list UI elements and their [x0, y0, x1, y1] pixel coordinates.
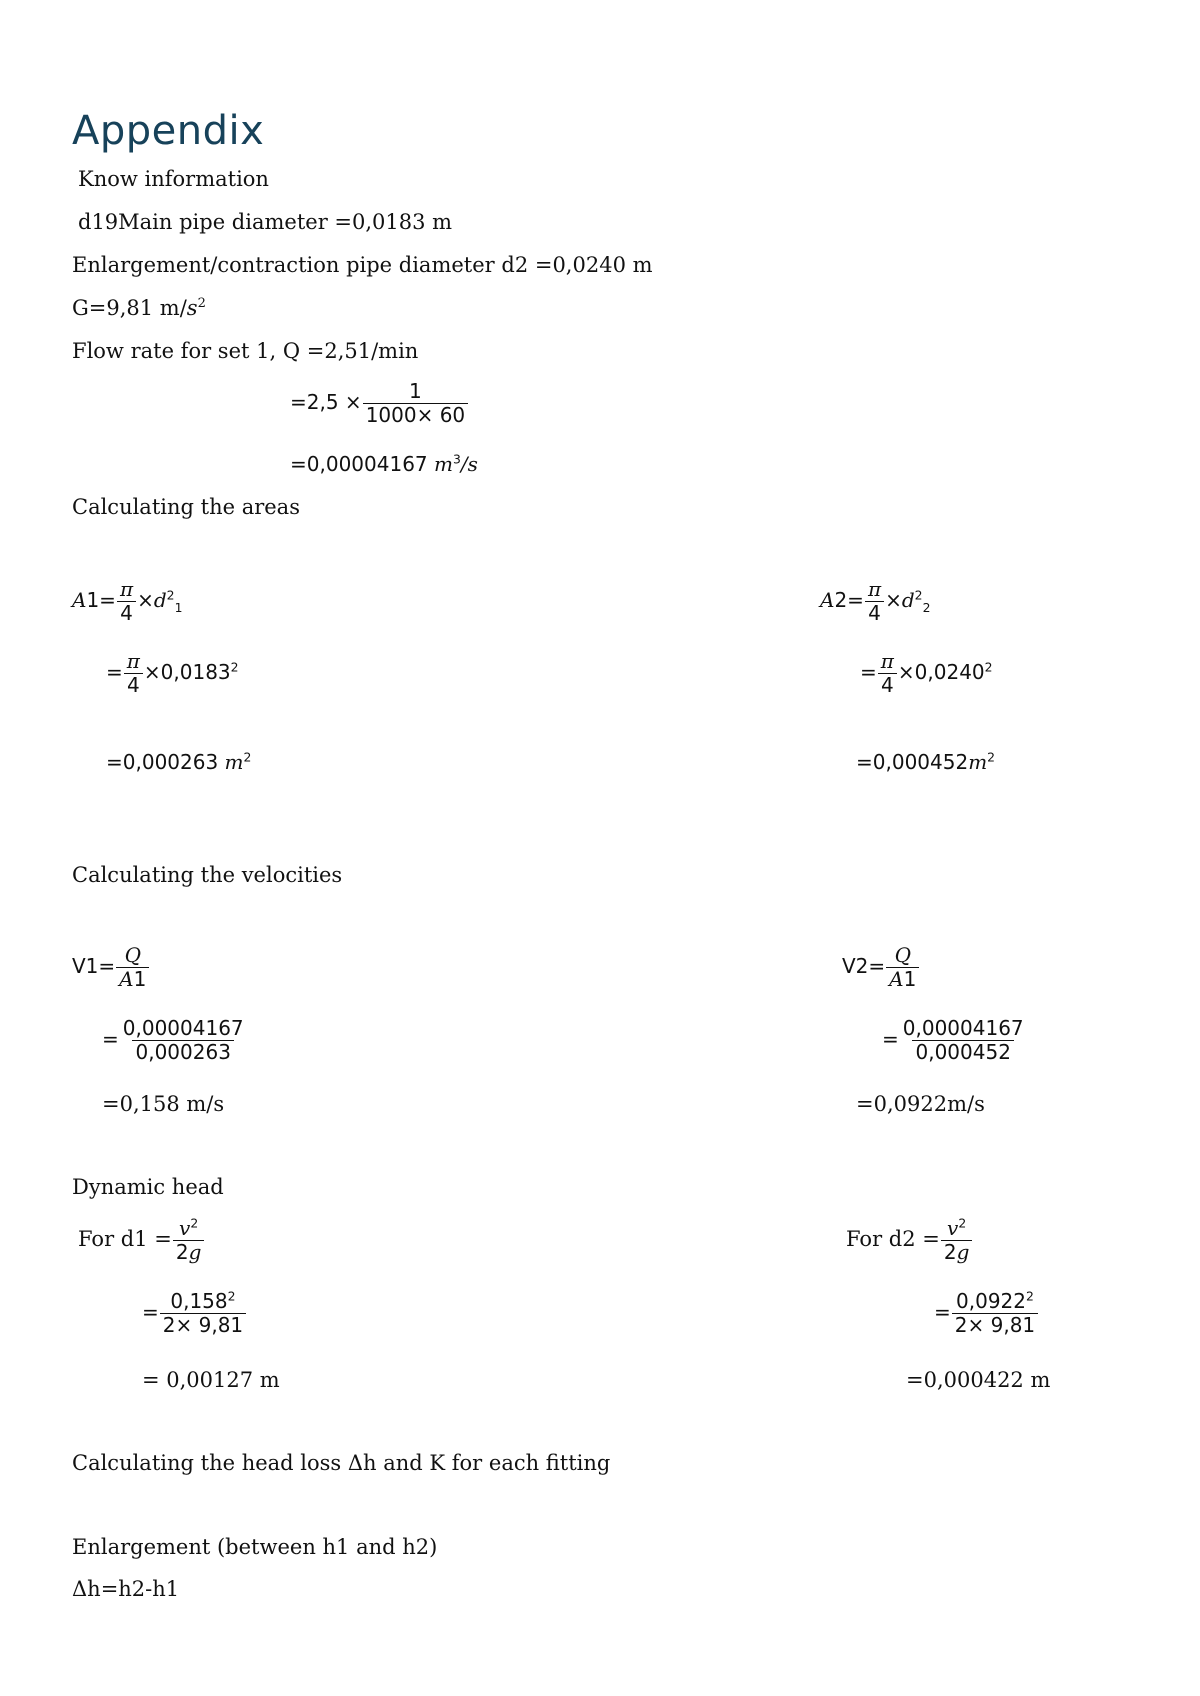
a1-result-exp: 2: [243, 749, 252, 765]
d1-num-exp: 2: [190, 1215, 199, 1231]
flow-rate-line: Flow rate for set 1, Q =2,51/min: [72, 339, 419, 363]
v1-den-idx: 1: [133, 967, 147, 991]
d1-sub-num-exp: 2: [227, 1288, 236, 1304]
v2-lhs: V2=: [842, 954, 886, 978]
a2-step2-eq: =: [860, 660, 877, 684]
a2-pi: π: [867, 577, 882, 601]
flow-conversion: [290, 380, 469, 427]
v2-result: =0,0922m/s: [856, 1092, 985, 1116]
a1-formula: [72, 578, 182, 625]
d1-substitution: [142, 1290, 247, 1337]
v2-sub-fraction: [900, 1017, 1027, 1064]
d2-lhs: For d2 =: [846, 1227, 940, 1251]
a1-d-sub: 1: [174, 600, 183, 615]
v2-formula: [842, 944, 920, 991]
d2-substitution: [934, 1290, 1039, 1337]
d2-den-g: g: [956, 1240, 970, 1264]
v2-sub-den: 0,000452: [912, 1040, 1013, 1064]
a1-result-unit: m: [224, 750, 244, 774]
a2-step2-fraction: [878, 650, 897, 697]
a1-result-value: =0,000263: [106, 750, 225, 774]
flow-unit-s: /s: [460, 452, 478, 476]
velocities-heading: Calculating the velocities: [72, 863, 343, 887]
d2-sub-num-value: 0,0922: [956, 1289, 1026, 1313]
v2-den: [886, 967, 919, 991]
v1-den-a: A: [119, 967, 134, 991]
a2-step2-value: ×0,0240: [897, 660, 985, 684]
page-title: Appendix: [72, 108, 265, 154]
d2-num: [944, 1217, 969, 1240]
a2-formula: [820, 578, 930, 625]
gravity-line: [72, 296, 206, 320]
d1-sub-num: [167, 1290, 238, 1313]
a1-substitution: [106, 650, 239, 697]
d1-sub-den: 2× 9,81: [160, 1313, 246, 1337]
a2-d-sup: 2: [914, 587, 923, 603]
gravity-unit: s: [186, 296, 198, 320]
a1-lhs: A: [72, 588, 87, 612]
d1-den: [173, 1240, 205, 1264]
a1-pi-fraction: [117, 578, 136, 625]
headloss-heading: Calculating the head loss Δh and K for each fitting: [72, 1451, 611, 1475]
d1-lhs: For d1 =: [78, 1227, 172, 1251]
delta-h-formula: Δh=h2-h1: [72, 1577, 180, 1601]
v1-num: Q: [124, 943, 141, 967]
v1-den: [116, 967, 149, 991]
d2-den-2: 2: [943, 1240, 957, 1264]
a2-result-unit: m: [968, 750, 988, 774]
a2-d: d: [901, 588, 915, 612]
a2-result: [856, 750, 995, 774]
flow-result: [290, 452, 478, 476]
a1-four: 4: [117, 601, 136, 625]
v1-sub-fraction: [120, 1017, 247, 1064]
d2-sub-fraction: [952, 1290, 1038, 1337]
a2-result-value: =0,000452: [856, 750, 969, 774]
v2-fraction: [886, 944, 919, 991]
enlargement-pipe-diameter: Enlargement/contraction pipe diameter d2 =0,0240 m: [72, 253, 653, 277]
d1-sub-fraction: [160, 1290, 246, 1337]
conversion-prefix: =2,5 ×: [290, 390, 362, 414]
v1-substitution: [102, 1017, 248, 1064]
a2-pi-fraction: [865, 578, 884, 625]
a2-step2-pi: π: [880, 649, 894, 673]
a2-four: 4: [865, 601, 884, 625]
a1-d-sup: 2: [166, 587, 175, 603]
a1-times: ×: [137, 588, 154, 612]
d1-eq: =: [142, 1300, 159, 1324]
v2-substitution: [882, 1017, 1028, 1064]
a1-result: [106, 750, 251, 774]
conversion-denominator: 1000× 60: [363, 403, 468, 427]
conversion-numerator: 1: [409, 379, 422, 403]
v1-lhs: V1=: [72, 954, 116, 978]
d1-fraction: [173, 1217, 205, 1264]
a1-step2-exp: 2: [230, 659, 239, 675]
gravity-text: G=9,81 m/: [72, 296, 187, 320]
v1-formula: [72, 944, 150, 991]
v1-result: =0,158 m/s: [102, 1092, 225, 1116]
flow-unit-m: m: [434, 452, 453, 476]
v2-num: Q: [894, 943, 911, 967]
v1-sub-num: 0,00004167: [122, 1016, 244, 1040]
d1-num-v: v: [179, 1216, 191, 1240]
enlargement-heading: Enlargement (between h1 and h2): [72, 1535, 438, 1559]
a2-lhs-index: 2=: [834, 588, 864, 612]
a1-step2-pi: π: [126, 649, 140, 673]
dynamic-heading: Dynamic head: [72, 1175, 224, 1199]
a2-lhs: A: [820, 588, 835, 612]
flow-unit-exp: 3: [452, 451, 461, 467]
main-pipe-diameter: d19Main pipe diameter =0,0183 m: [78, 210, 453, 234]
d2-eq: =: [934, 1300, 951, 1324]
d1-formula: [78, 1217, 205, 1264]
d1-num: [176, 1217, 201, 1240]
d1-den-2: 2: [175, 1240, 189, 1264]
a2-d-sub: 2: [922, 600, 931, 615]
a2-result-exp: 2: [987, 749, 996, 765]
d2-sub-num: [953, 1290, 1037, 1313]
v2-sub-num: 0,00004167: [902, 1016, 1024, 1040]
d1-den-g: g: [188, 1240, 202, 1264]
d2-fraction: [941, 1217, 973, 1264]
v2-den-a: A: [889, 967, 904, 991]
v2-eq: =: [882, 1027, 899, 1051]
conversion-fraction: [363, 380, 468, 427]
d2-sub-den: 2× 9,81: [952, 1313, 1038, 1337]
a2-step2-four: 4: [878, 673, 897, 697]
areas-heading: Calculating the areas: [72, 495, 300, 519]
a1-lhs-index: 1=: [86, 588, 116, 612]
known-heading: Know information: [78, 167, 269, 191]
a1-d: d: [153, 588, 167, 612]
d2-den: [941, 1240, 973, 1264]
d2-sub-num-exp: 2: [1026, 1288, 1034, 1304]
v2-den-idx: 1: [903, 967, 917, 991]
a2-substitution: [860, 650, 993, 697]
d1-sub-num-value: 0,158: [170, 1289, 228, 1313]
a1-step2-fraction: [124, 650, 143, 697]
d2-num-v: v: [947, 1216, 959, 1240]
v1-fraction: [116, 944, 149, 991]
a1-step2-value: ×0,0183: [143, 660, 231, 684]
gravity-exponent: 2: [197, 296, 206, 311]
v1-sub-den: 0,000263: [132, 1040, 233, 1064]
a1-step2-eq: =: [106, 660, 123, 684]
a1-pi: π: [119, 577, 134, 601]
flow-result-value: =0,00004167: [290, 452, 434, 476]
d2-num-exp: 2: [958, 1215, 967, 1231]
v1-eq: =: [102, 1027, 119, 1051]
a2-times: ×: [885, 588, 902, 612]
a2-step2-exp: 2: [984, 659, 993, 675]
a1-step2-four: 4: [124, 673, 143, 697]
d1-result: = 0,00127 m: [142, 1368, 280, 1392]
d2-formula: [846, 1217, 973, 1264]
d2-result: =0,000422 m: [906, 1368, 1051, 1392]
